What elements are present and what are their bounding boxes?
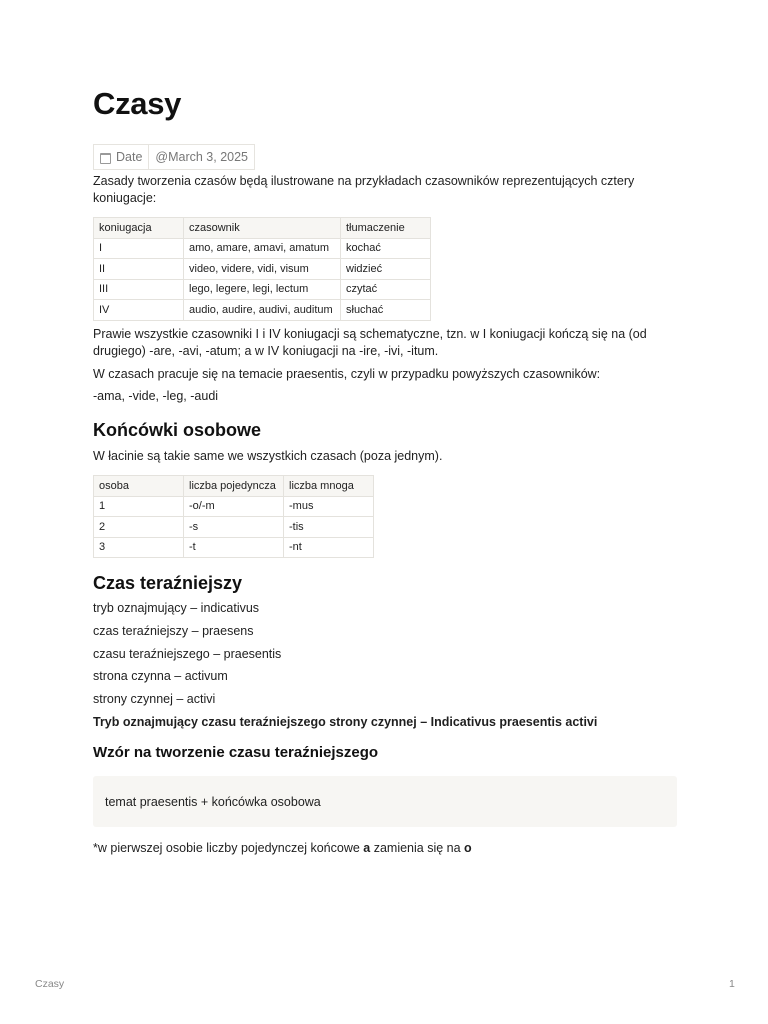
page-number: 1 (729, 978, 735, 990)
table-header: osoba (94, 476, 184, 497)
table-cell: 3 (94, 537, 184, 558)
table-row (94, 537, 374, 558)
table-cell: -o/-m (184, 496, 284, 517)
table-cell: lego, legere, legi, lectum (184, 279, 341, 300)
heading-endings: Końcówki osobowe (93, 420, 262, 440)
table-header: liczba pojedyncza (184, 476, 284, 497)
present-line: strona czynna – activum (93, 669, 228, 683)
table-cell: -tis (284, 517, 374, 538)
date-property[interactable] (93, 144, 255, 170)
formula-text: temat praesentis + końcówka osobowa (105, 794, 321, 809)
table-cell: 1 (94, 496, 184, 517)
table-cell: IV (94, 300, 184, 321)
calendar-icon (100, 153, 111, 164)
note-text: *w pierwszej osobie liczby pojedynczej końcowe (93, 841, 364, 855)
table-row (94, 517, 374, 538)
note-bold-o: o (464, 841, 472, 855)
formula-block (93, 776, 677, 827)
note-paragraph (93, 840, 677, 857)
table-row (94, 238, 431, 259)
table-cell: widzieć (341, 259, 431, 280)
table-header-row (94, 476, 374, 497)
schematic-paragraph: Prawie wszystkie czasowniki I i IV koniugacji są schematyczne, tzn. w I koniugacji kończą się na (od drugiego) -are, -avi, -atum; a w IV koniugacji na -ire, -ivi, -itum. (93, 327, 647, 358)
table-header: koniugacja (94, 218, 184, 239)
table-cell: czytać (341, 279, 431, 300)
note-bold-a: a (363, 841, 371, 855)
present-line: czas teraźniejszy – praesens (93, 624, 254, 638)
property-key (94, 145, 149, 169)
stem-paragraph: W czasach pracuje się na temacie praesentis, czyli w przypadku powyższych czasowników: (93, 367, 601, 381)
table-row (94, 496, 374, 517)
stems-paragraph: -ama, -vide, -leg, -audi (93, 389, 219, 403)
table-header: czasownik (184, 218, 341, 239)
heading-present: Czas teraźniejszy (93, 573, 243, 593)
table-cell: I (94, 238, 184, 259)
table-header: liczba mnoga (284, 476, 374, 497)
present-summary: Tryb oznajmujący czasu teraźniejszego strony czynnej – Indicativus praesentis activi (93, 715, 598, 729)
property-key-label: Date (116, 150, 143, 164)
table-cell: -nt (284, 537, 374, 558)
table-cell: amo, amare, amavi, amatum (184, 238, 341, 259)
endings-paragraph: W łacinie są takie same we wszystkich czasach (poza jednym). (93, 449, 443, 463)
endings-table (93, 475, 374, 558)
table-cell: II (94, 259, 184, 280)
table-header: tłumaczenie (341, 218, 431, 239)
footer-title: Czasy (35, 978, 65, 990)
table-cell: słuchać (341, 300, 431, 321)
page-title: Czasy (93, 86, 182, 121)
table-cell: video, videre, vidi, visum (184, 259, 341, 280)
table-cell: III (94, 279, 184, 300)
note-text: zamienia się na (370, 841, 465, 855)
present-line: strony czynnej – activi (93, 692, 216, 706)
property-value[interactable]: @March 3, 2025 (155, 150, 249, 164)
conjugation-table (93, 217, 431, 321)
table-row (94, 259, 431, 280)
table-row (94, 279, 431, 300)
table-cell: 2 (94, 517, 184, 538)
table-cell: -mus (284, 496, 374, 517)
table-cell: audio, audire, audivi, auditum (184, 300, 341, 321)
table-cell: kochać (341, 238, 431, 259)
present-line: tryb oznajmujący – indicativus (93, 601, 260, 615)
intro-paragraph: Zasady tworzenia czasów będą ilustrowane na przykładach czasowników reprezentujących cztery koniugacje: (93, 174, 635, 205)
table-row (94, 300, 431, 321)
present-line: czasu teraźniejszego – praesentis (93, 647, 282, 661)
heading-formula: Wzór na tworzenie czasu teraźniejszego (93, 744, 379, 761)
table-header-row (94, 218, 431, 239)
table-cell: -t (184, 537, 284, 558)
table-cell: -s (184, 517, 284, 538)
